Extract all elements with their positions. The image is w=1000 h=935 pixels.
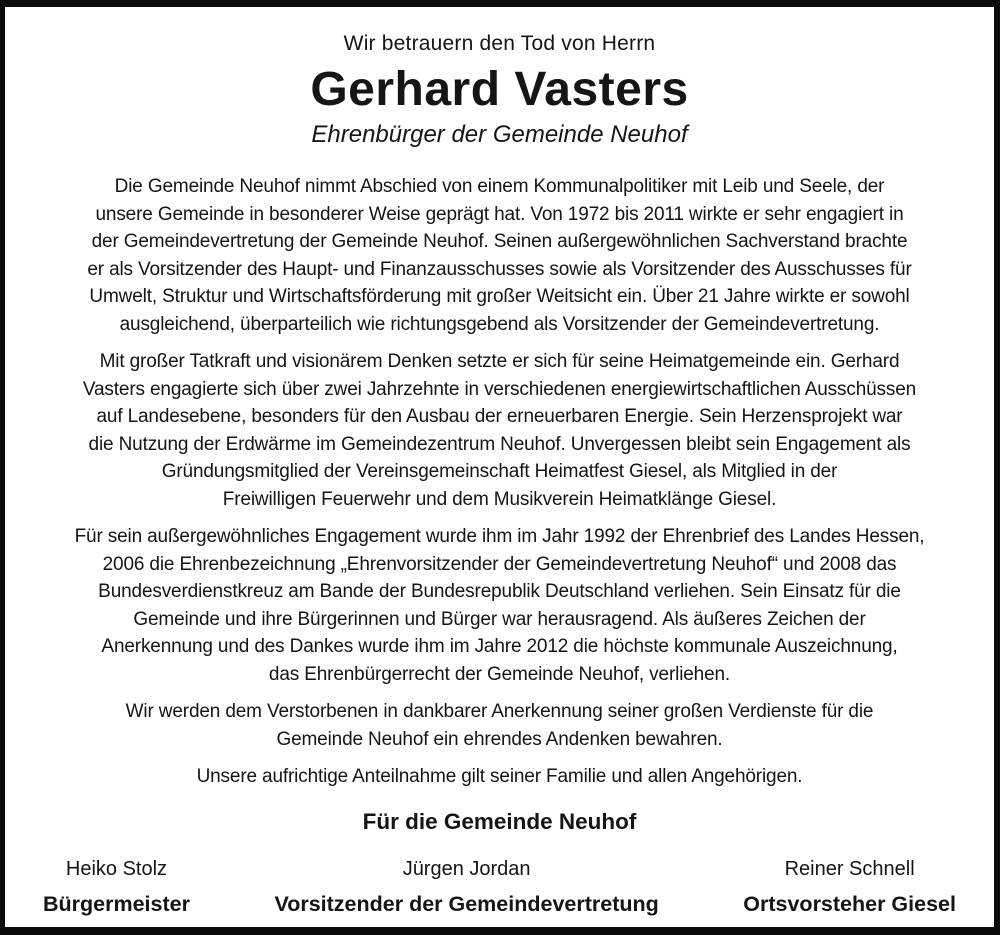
signatory-name: Heiko Stolz [65, 857, 168, 880]
obituary-paragraph-3: Für sein außergewöhnliches Engagement wurde ihm im Jahr 1992 der Ehrenbrief des Landes Hessen, 2006 die Ehrenbezeichnung „Ehrenvorsitzender der Gemeindevertretung Neuhof“ und 2008 das Bundesverdienstkreuz am Bande der Bundesrepublik Deutschland verliehen. Sein Einsatz für die Gemeinde und ihre Bürgerinnen und Bürger war herausragend. Als äußeres Zeichen der Anerkennung und des Dankes wurde ihm im Jahre 2012 die höchste kommunale Auszeichnung, das Ehrenbürgerrecht der Gemeinde Neuhof, verliehen. [74, 526, 925, 685]
signature-block [19, 856, 980, 917]
obituary-paragraph-5: Unsere aufrichtige Anteilnahme gilt seiner Familie und allen Angehörigen. [196, 766, 803, 787]
signatory-name: Reiner Schnell [784, 857, 915, 880]
signatory-role: Vorsitzender der Gemeindevertretung [274, 891, 659, 916]
obituary-paragraph-2: Mit großer Tatkraft und visionärem Denken setzte er sich für seine Heimatgemeinde ein. Gerhard Vasters engagierte sich über zwei Jahrzehnte in verschiedenen energiewirtschaftlichen Ausschüssen auf Landesebene, besonders für den Ausbau der erneuerbaren Energie. Sein Herzensprojekt war die Nutzung der Erdwärme im Gemeindezentrum Neuhof. Unvergessen bleibt sein Engagement als Gründungsmitglied der Vereinsgemeinschaft Heimatfest Giesel, als Mitglied in der Freiwilligen Feuerwehr und dem Musikverein Heimatklänge Giesel. [82, 351, 917, 510]
signatory-district-head [743, 856, 956, 917]
obituary-paragraph-1: Die Gemeinde Neuhof nimmt Abschied von einem Kommunalpolitiker mit Leib und Seele, der unsere Gemeinde in besonderer Weise geprägt hat. Von 1972 bis 2011 wirkte er sehr engagiert in der Gemeindevertretung der Gemeinde Neuhof. Seinen außergewöhnlichen Sachverstand brachte er als Vorsitzender des Haupt- und Finanzausschusses sowie als Vorsitzender des Ausschusses für Umwelt, Struktur und Wirtschaftsförderung mit großer Weitsicht ein. Über 21 Jahre wirkte er sowohl ausgleichend, überparteilich wie richtungsgebend als Vorsitzender der Gemeindevertretung. [87, 176, 912, 335]
closing-line: Für die Gemeinde Neuhof [362, 808, 637, 834]
signatory-mayor [43, 856, 190, 917]
obituary-paragraph-4: Wir werden dem Verstorbenen in dankbarer Anerkennung seiner großen Verdienste für die Gemeinde Neuhof ein ehrendes Andenken bewahren. [125, 701, 874, 750]
honorific-subtitle: Ehrenbürger der Gemeinde Neuhof [311, 121, 688, 148]
intro-line: Wir betrauern den Tod von Herrn [343, 32, 656, 55]
obituary-body [19, 173, 980, 791]
signatory-role: Bürgermeister [43, 891, 190, 916]
signatory-role: Ortsvorsteher Giesel [743, 891, 956, 916]
notice-content [5, 7, 994, 927]
signatory-name: Jürgen Jordan [402, 857, 531, 880]
deceased-name: Gerhard Vasters [310, 63, 689, 116]
signatory-council-chair [274, 856, 658, 917]
